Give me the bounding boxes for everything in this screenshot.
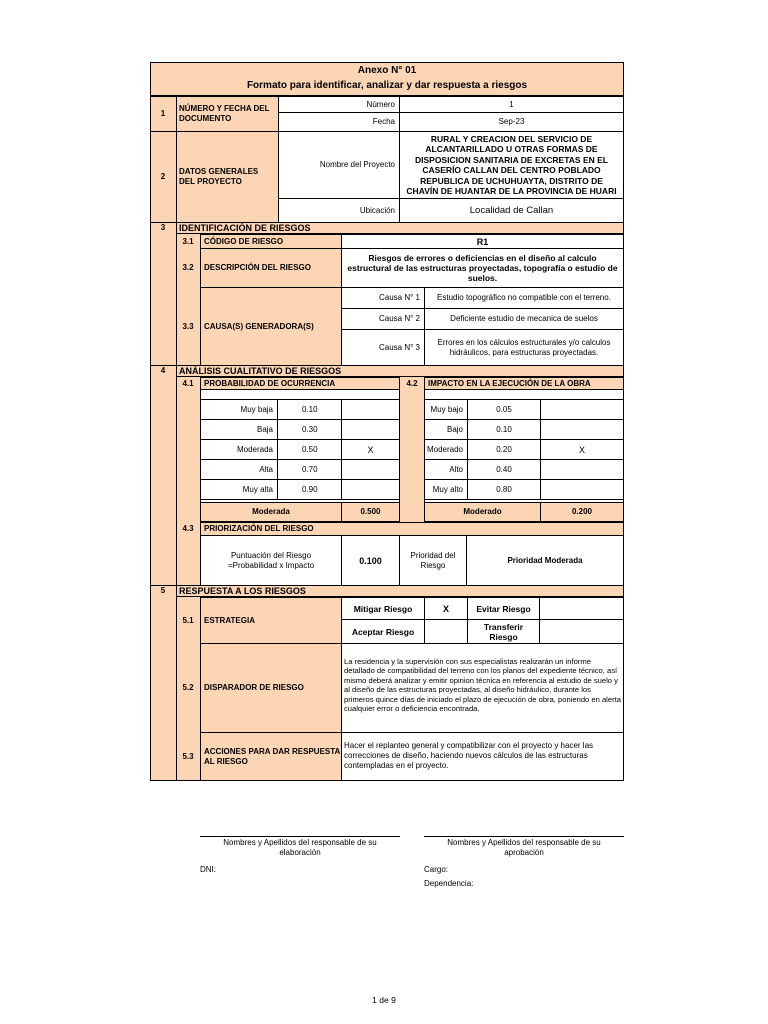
ubicacion-label: Ubicación [278, 198, 400, 223]
section-4-label: ANÁLISIS CUALITATIVO DE RIESGOS [179, 366, 342, 376]
left-signature-caption: Nombres y Apellidos del responsable de su elaboración [223, 838, 377, 857]
impacto-row-value: 0.80 [467, 479, 541, 500]
disparador-value: La residencia y la supervisión con sus especialistas realizarán un informe detallado de compatibilidad del terreno con los planos del expediente técnico, así mismo deberá analizar y emitir opinion técnica en referencia al estudio de suelo y al diseño de las estructuras proyectadas, al diseño hidráulico, durante los primeros quince días de iniciado el plazo de ejecución de obra, poniendo en alerta cualquier error o deficiencia encontrada. [341, 643, 624, 733]
desc-value: Riesgos de errores o deficiencias en el diseño al calculo estructural de las estructuras proyectadas, topografía o estudio de suelos. [341, 248, 624, 288]
prob-row-label: Moderada [200, 439, 278, 460]
fecha-value: Sep-23 [399, 112, 624, 132]
section-5-label: RESPUESTA A LOS RIESGOS [179, 586, 306, 596]
desc-label: DESCRIPCIÓN DEL RIESGO [200, 248, 342, 288]
disparador-label: DISPARADOR DE RIESGO [200, 643, 342, 733]
proyecto-label: Nombre del Proyecto [278, 131, 400, 199]
causa-1-value: Estudio topográfico no compatible con el terreno. [424, 287, 624, 309]
evitar-option: Evitar Riesgo [467, 597, 540, 620]
prob-row-value: 0.10 [277, 399, 342, 420]
section-3-number: 3 [160, 223, 166, 232]
impacto-label: IMPACTO EN LA EJECUCIÓN DE LA OBRA [424, 377, 624, 390]
impacto-result-value: 0.200 [540, 502, 624, 522]
causas-number: 3.3 [182, 321, 194, 331]
ubicacion-value: Localidad de Callan [399, 198, 624, 223]
proyecto-value: RURAL Y CREACION DEL SERVICIO DE ALCANTARILLADO U OTRAS FORMAS DE DISPOSICION SANITARIA DE EXCRETAS EN EL CASERÍO CALLAN DEL CENTRO POBLADO REPUBLICA DE UCHUHUAYTA, DISTRITO DE CHAVÍN DE HUANTAR DE LA PROVINCIA DE HUARI [399, 131, 624, 199]
impacto-row-label: Muy alto [424, 479, 468, 500]
mitigar-option: Mitigar Riesgo [341, 597, 425, 620]
section-1-number: 1 [160, 109, 166, 118]
impacto-number: 4.2 [406, 378, 418, 388]
prio-number: 4.3 [182, 524, 194, 533]
aceptar-mark [424, 619, 468, 644]
causa-3-label: Causa N° 3 [341, 329, 425, 366]
impacto-row-value: 0.40 [467, 459, 541, 480]
prio-label: PRIORIZACIÓN DEL RIESGO [200, 522, 624, 536]
impacto-row-mark [540, 399, 624, 420]
acciones-value: Hacer el replanteo general y compatibilizar con el proyecto y hacer las correcciones de diseño, haciendo nuevos cálculos de las estructuras contempladas en el proyecto. [341, 732, 624, 781]
impacto-row-value: 0.05 [467, 399, 541, 420]
impacto-row-label: Moderado [424, 439, 468, 460]
desc-number: 3.2 [182, 263, 194, 272]
prob-number: 4.1 [182, 378, 194, 388]
impacto-row-label: Bajo [424, 419, 468, 440]
form-subtitle: Formato para identificar, analizar y dar respuesta a riesgos [246, 80, 528, 91]
fecha-label: Fecha [278, 112, 400, 132]
prob-row-value: 0.90 [277, 479, 342, 500]
prob-row-label: Muy baja [200, 399, 278, 420]
puntuacion-value: 0.100 [341, 535, 400, 586]
cargo-label: Cargo: [424, 865, 449, 874]
numero-label: Número [278, 96, 400, 113]
right-signature-caption: Nombres y Apellidos del responsable de su aprobación [447, 838, 601, 857]
prob-row-mark: X [341, 439, 400, 460]
right-signature-line [424, 836, 624, 837]
section-4-number: 4 [160, 366, 166, 375]
acciones-number: 5.3 [182, 751, 194, 761]
prob-row-value: 0.50 [277, 439, 342, 460]
dni-label: DNI: [200, 865, 216, 874]
causa-2-label: Causa N° 2 [341, 308, 425, 330]
prob-row-mark [341, 459, 400, 480]
prob-label: PROBABILIDAD DE OCURRENCIA [200, 377, 400, 390]
codigo-label: CÓDIGO DE RIESGO [200, 234, 342, 249]
prob-row-mark [341, 399, 400, 420]
estrategia-number: 5.1 [182, 615, 194, 625]
causa-3-value: Errores en los cálculos estructurales y/o calculos hidráulicos, para estructuras proyectadas. [424, 329, 624, 366]
aceptar-option: Aceptar Riesgo [341, 619, 425, 644]
causa-1-label: Causa N° 1 [341, 287, 425, 309]
impacto-row-mark [540, 419, 624, 440]
impacto-row-value: 0.20 [467, 439, 541, 460]
section-2-label: DATOS GENERALES DEL PROYECTO [179, 167, 259, 186]
section-2-number: 2 [160, 172, 166, 181]
prob-row-label: Baja [200, 419, 278, 440]
evitar-mark [539, 597, 624, 620]
acciones-label: ACCIONES PARA DAR RESPUESTA AL RIESGO [200, 732, 342, 781]
prioridad-value: Prioridad Moderada [466, 535, 624, 586]
estrategia-label: ESTRATEGIA [200, 597, 342, 644]
codigo-number: 3.1 [182, 236, 194, 246]
annex-title: Anexo N° 01 [357, 65, 417, 76]
prob-row-value: 0.30 [277, 419, 342, 440]
prob-result-value: 0.500 [341, 502, 400, 522]
prob-row-label: Alta [200, 459, 278, 480]
dependencia-label: Dependencia: [424, 879, 474, 888]
impacto-row-mark: X [540, 439, 624, 460]
causa-2-value: Deficiente estudio de mecanica de suelos [424, 308, 624, 330]
puntuacion-label: Puntuación del Riesgo =Probabilidad x Impacto [200, 535, 342, 586]
prob-row-mark [341, 419, 400, 440]
transferir-mark [539, 619, 624, 644]
section-1-label: NÚMERO Y FECHA DEL DOCUMENTO [179, 104, 270, 123]
impacto-row-label: Alto [424, 459, 468, 480]
transferir-option: Transferir Riesgo [467, 619, 540, 644]
impacto-row-mark [540, 459, 624, 480]
numero-value: 1 [399, 96, 624, 113]
page-number: 1 de 9 [372, 995, 396, 1005]
impacto-row-mark [540, 479, 624, 500]
prob-row-value: 0.70 [277, 459, 342, 480]
prob-row-mark [341, 479, 400, 500]
prob-result-label: Moderada [200, 502, 342, 522]
impacto-result-label: Moderado [424, 502, 541, 522]
mitigar-mark: X [424, 597, 468, 620]
section-5-number: 5 [160, 586, 166, 595]
prob-row-label: Muy alta [200, 479, 278, 500]
impacto-row-label: Muy bajo [424, 399, 468, 420]
causas-label: CAUSA(S) GENERADORA(S) [200, 287, 342, 366]
impacto-row-value: 0.10 [467, 419, 541, 440]
disparador-number: 5.2 [182, 683, 194, 692]
prioridad-label: Prioridad del Riesgo [399, 535, 467, 586]
section-3-label: IDENTIFICACIÓN DE RIESGOS [179, 223, 311, 233]
section-4-divider [176, 365, 177, 586]
left-signature-line [200, 836, 400, 837]
codigo-value: R1 [341, 234, 624, 249]
